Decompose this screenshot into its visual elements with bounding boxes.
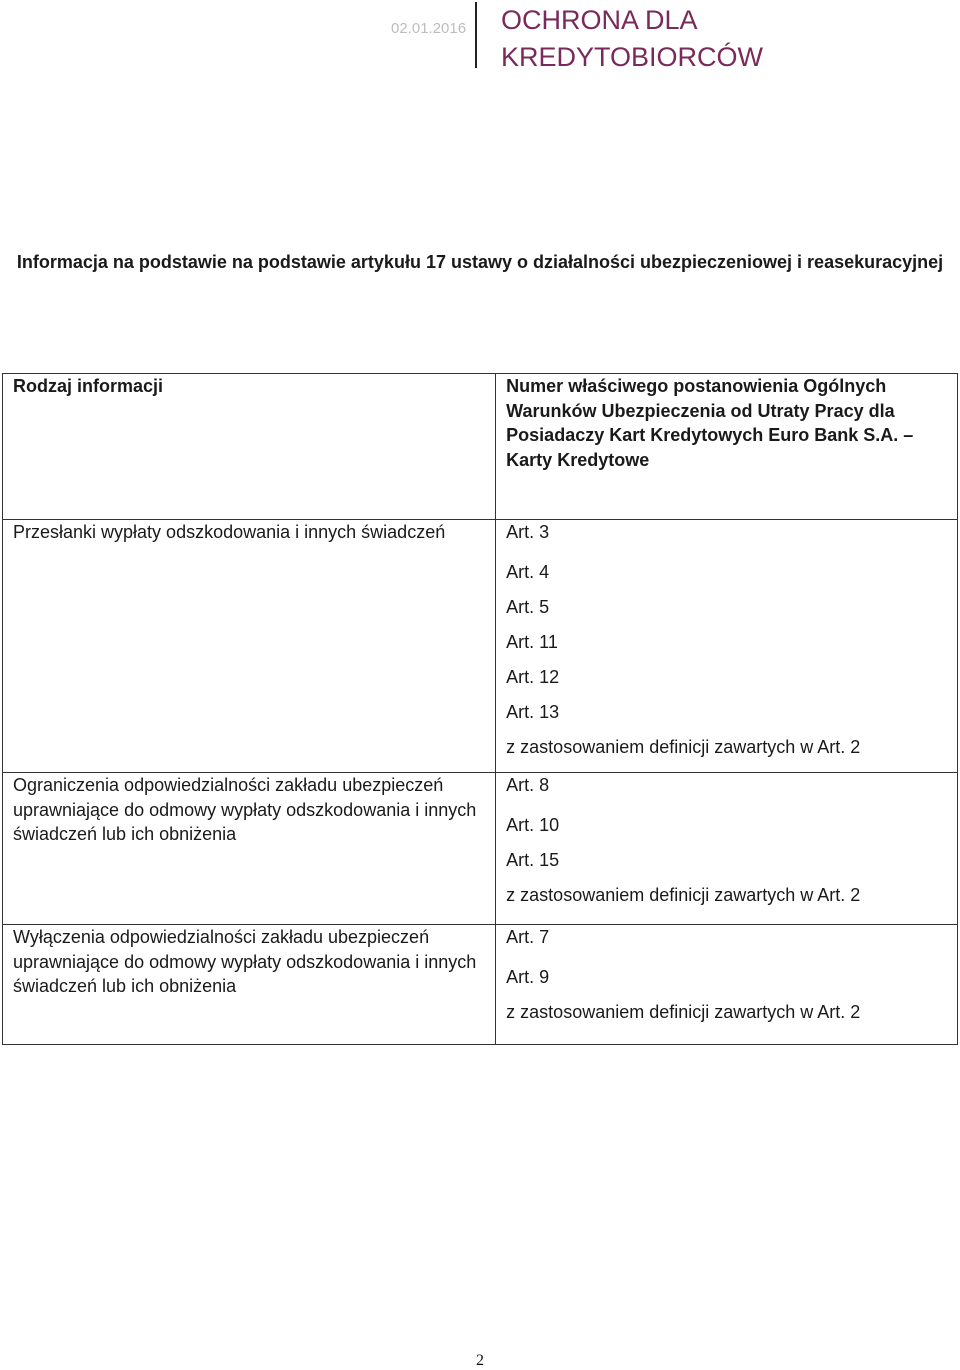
article-ref: Art. 13	[506, 702, 560, 722]
row-label-cell	[3, 773, 496, 925]
document-title	[501, 2, 763, 76]
information-table	[2, 373, 958, 1045]
article-ref: Art. 15	[506, 850, 560, 870]
article-ref: Art. 12	[506, 667, 560, 687]
article-ref: Art. 10	[506, 815, 560, 835]
header-label-type: Rodzaj informacji	[13, 376, 164, 396]
article-ref: Art. 8	[506, 775, 550, 795]
row-articles-cell	[496, 520, 958, 773]
definition-note: z zastosowaniem definicji zawartych w Art. 2	[506, 1002, 861, 1022]
article-ref: Art. 4	[506, 562, 550, 582]
intro-heading: Informacja na podstawie na podstawie artykułu 17 ustawy o działalności ubezpieczeniowej i reasekuracyjnej	[16, 252, 944, 272]
document-date: 02.01.2016	[391, 20, 467, 37]
table-header-row	[3, 374, 958, 520]
table-row	[3, 773, 958, 925]
header-divider	[475, 2, 477, 68]
article-ref: Art. 11	[506, 632, 558, 652]
row-articles-cell	[496, 925, 958, 1045]
definition-note: z zastosowaniem definicji zawartych w Art. 2	[506, 737, 861, 757]
row-label-cell	[3, 925, 496, 1045]
row-label-cell	[3, 520, 496, 773]
row-label: Przesłanki wypłaty odszkodowania i innych świadczeń	[13, 522, 446, 542]
header-cell-provision	[496, 374, 958, 520]
header-cell-type	[3, 374, 496, 520]
row-articles-cell	[496, 773, 958, 925]
article-ref: Art. 7	[506, 927, 550, 947]
title-line-1: OCHRONA DLA	[501, 5, 698, 35]
article-ref: Art. 3	[506, 522, 550, 542]
title-line-2: KREDYTOBIORCÓW	[501, 42, 764, 72]
table-row	[3, 925, 958, 1045]
definition-note: z zastosowaniem definicji zawartych w Art. 2	[506, 885, 861, 905]
article-ref: Art. 5	[506, 597, 550, 617]
row-label: Ograniczenia odpowiedzialności zakładu ubezpieczeń uprawniające do odmowy wypłaty odszkodowania i innych świadczeń lub ich obniżenia	[13, 775, 477, 844]
table-row	[3, 520, 958, 773]
article-ref: Art. 9	[506, 967, 550, 987]
header-label-provision: Numer właściwego postanowienia Ogólnych Warunków Ubezpieczenia od Utraty Pracy dla Posiadaczy Kart Kredytowych Euro Bank S.A. – Karty Kredytowe	[506, 376, 914, 470]
page-number: 2	[476, 1352, 484, 1369]
row-label: Wyłączenia odpowiedzialności zakładu ubezpieczeń uprawniające do odmowy wypłaty odszkodowania i innych świadczeń lub ich obniżenia	[13, 927, 477, 996]
